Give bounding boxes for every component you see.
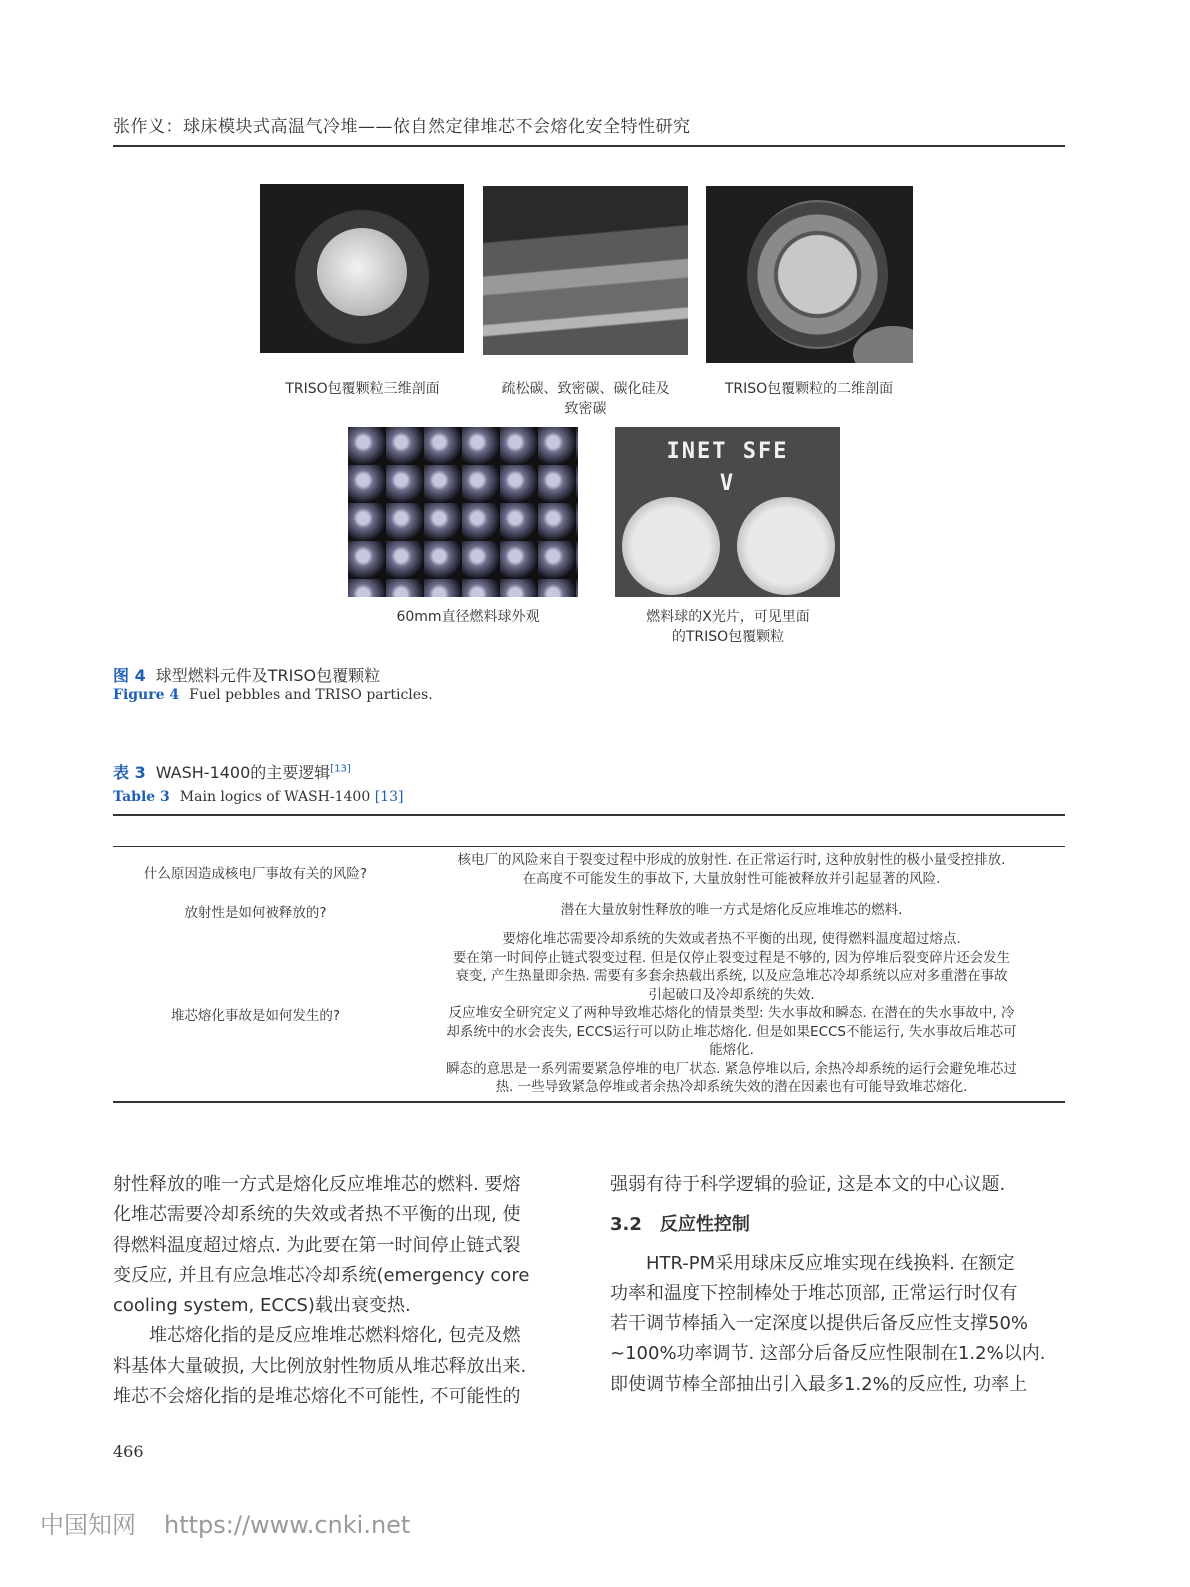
footer-url[interactable]: https://www.cnki.net	[164, 1511, 411, 1539]
table-row-2-answer	[398, 901, 1065, 920]
panel-caption-5-line2: 的TRISO包覆颗粒	[671, 629, 785, 645]
body-line: 射性释放的唯一方式是熔化反应堆堆芯的燃料. 要熔	[113, 1174, 521, 1195]
body-line: 化堆芯需要冷却系统的失效或者热不平衡的出现, 使	[113, 1204, 521, 1226]
footer-brand: 中国知网	[40, 1511, 136, 1539]
body-line: 强弱有待于科学逻辑的验证, 这是本文的中心议题.	[610, 1174, 1006, 1195]
section-heading	[610, 1210, 1065, 1240]
xray-pebble-right	[737, 497, 835, 595]
body-line: HTR-PM采用球床反应堆实现在线换料. 在额定	[646, 1252, 1015, 1274]
xray-pebble-left	[622, 497, 720, 595]
figure-caption-en-text: Fuel pebbles and TRISO particles.	[189, 687, 433, 703]
table-row-3-answer-line: 能熔化.	[709, 1042, 754, 1058]
fuel-pebbles-photo	[348, 427, 578, 597]
table-row-3-answer	[398, 930, 1065, 1097]
triso-3d-section-photo	[260, 184, 464, 353]
body-line: 得燃料温度超过熔点. 为此要在第一时间停止链式裂	[113, 1234, 521, 1256]
body-line: 若干调节棒插入一定深度以提供后备反应性支撑50%	[610, 1313, 1029, 1335]
table-row-1-answer	[398, 851, 1065, 888]
table-head-rule	[113, 846, 1065, 847]
section-number: 3.2	[610, 1214, 642, 1236]
table-ref-en[interactable]: [13]	[374, 789, 404, 805]
xray-label-2: V	[719, 471, 736, 496]
panel-caption-2	[478, 379, 693, 419]
body-line: 堆芯熔化指的是反应堆堆芯燃料熔化, 包壳及燃	[149, 1325, 521, 1347]
table-row-3-answer-line: 衰变, 产生热量即余热. 需要有多套余热载出系统, 以及应急堆芯冷却系统以应对多重潜在事故	[455, 968, 1008, 984]
table-row-2-question: 放射性是如何被释放的?	[184, 905, 327, 921]
panel-caption-3: TRISO包覆颗粒的二维剖面	[724, 381, 894, 397]
figure-caption-en	[113, 687, 433, 703]
table-label-en: Table 3	[113, 789, 170, 805]
xray-photo	[615, 427, 840, 597]
table-row-3-answer-line: 热. 一些导致紧急停堆或者余热冷却系统失效的潜在因素也有可能导致堆芯熔化.	[495, 1079, 968, 1095]
panel-caption-4: 60mm直径燃料球外观	[396, 609, 540, 625]
panel-caption-2-line1: 疏松碳、致密碳、碳化硅及	[501, 381, 670, 397]
table-row-2-answer-line: 潜在大量放射性释放的唯一方式是熔化反应堆堆芯的燃料.	[560, 902, 903, 918]
body-line: cooling system, ECCS)载出衰变热.	[113, 1295, 411, 1317]
body-line: 堆芯不会熔化指的是堆芯熔化不可能性, 不可能性的	[113, 1386, 521, 1408]
table-row-3-answer-line: 要熔化堆芯需要冷却系统的失效或者热不平衡的出现, 使得燃料温度超过熔点.	[502, 931, 961, 947]
table-row-1-answer-line: 在高度不可能发生的事故下, 大量放射性可能被释放并引起显著的风险.	[522, 870, 941, 887]
figure-caption-zh	[113, 663, 380, 686]
table-row-3-answer-line: 引起破口及冷却系统的失效.	[648, 986, 815, 1003]
coating-layers-photo	[483, 186, 688, 355]
table-top-rule	[113, 814, 1065, 816]
body-line: 即使调节棒全部抽出引入最多1.2%的反应性, 功率上	[610, 1373, 1028, 1395]
footer-watermark	[40, 1505, 410, 1540]
body-left-column	[113, 1170, 568, 1412]
running-header: 张作义：球床模块式高温气冷堆——依自然定律堆芯不会熔化安全特性研究	[113, 117, 691, 137]
body-line: 变反应, 并且有应急堆芯冷却系统(emergency core	[113, 1264, 530, 1286]
table-row-3-answer-line: 却系统中的水会丧失, ECCS运行可以防止堆芯熔化. 但是如果ECCS不能运行, 失水事故后堆芯可	[446, 1023, 1017, 1040]
panel-caption-5-line1: 燃料球的X光片，可见里面	[646, 609, 810, 625]
table-row-3-answer-line: 反应堆安全研究定义了两种导致堆芯熔化的情景类型: 失水事故和瞬态. 在潜在的失水事故中, 冷	[448, 1005, 1015, 1021]
panel-caption-2-line2: 致密碳	[564, 401, 607, 417]
body-line: ~100%功率调节. 这部分后备反应性限制在1.2%以内.	[610, 1343, 1046, 1365]
table-caption-zh-text: WASH-1400的主要逻辑	[155, 763, 331, 782]
table-label-zh: 表 3	[113, 763, 146, 782]
table-row-1-question: 什么原因造成核电厂事故有关的风险?	[143, 866, 368, 882]
table-row-3-question: 堆芯熔化事故是如何发生的?	[170, 1008, 341, 1024]
table-caption-zh	[113, 760, 351, 783]
figure-label-en: Figure 4	[113, 687, 180, 703]
table-row-3-answer-line: 要在第一时间停止链式裂变过程. 但是仅停止裂变过程是不够的, 因为停堆后裂变碎片还会发生	[452, 949, 1011, 966]
xray-label-1: INET SFE	[666, 439, 789, 464]
triso-2d-section-photo	[706, 186, 913, 363]
table-caption-en	[113, 789, 403, 805]
body-right-column	[610, 1170, 1065, 1400]
table-row-3-answer-line: 瞬态的意思是一系列需要紧急停堆的电厂状态. 紧急停堆以后, 余热冷却系统的运行会避免堆芯过	[446, 1060, 1017, 1077]
body-line: 功率和温度下控制棒处于堆芯顶部, 正常运行时仅有	[610, 1282, 1018, 1304]
page-number: 466	[113, 1442, 144, 1461]
figure-label-zh: 图 4	[113, 666, 146, 685]
section-title: 反应性控制	[659, 1214, 750, 1236]
panel-caption-1: TRISO包覆颗粒三维剖面	[285, 381, 440, 397]
body-line: 料基体大量破损, 大比例放射性物质从堆芯释放出来.	[113, 1355, 527, 1377]
table-row-1-answer-line: 核电厂的风险来自于裂变过程中形成的放射性. 在正常运行时, 这种放射性的极小量受控排放.	[457, 852, 1006, 868]
panel-caption-5	[608, 607, 848, 647]
table-bottom-rule	[113, 1101, 1065, 1103]
table-ref-zh[interactable]: [13]	[330, 763, 351, 775]
header-rule	[113, 145, 1065, 147]
table-caption-en-text: Main logics of WASH-1400	[179, 789, 371, 805]
figure-caption-zh-text: 球型燃料元件及TRISO包覆颗粒	[155, 666, 381, 685]
